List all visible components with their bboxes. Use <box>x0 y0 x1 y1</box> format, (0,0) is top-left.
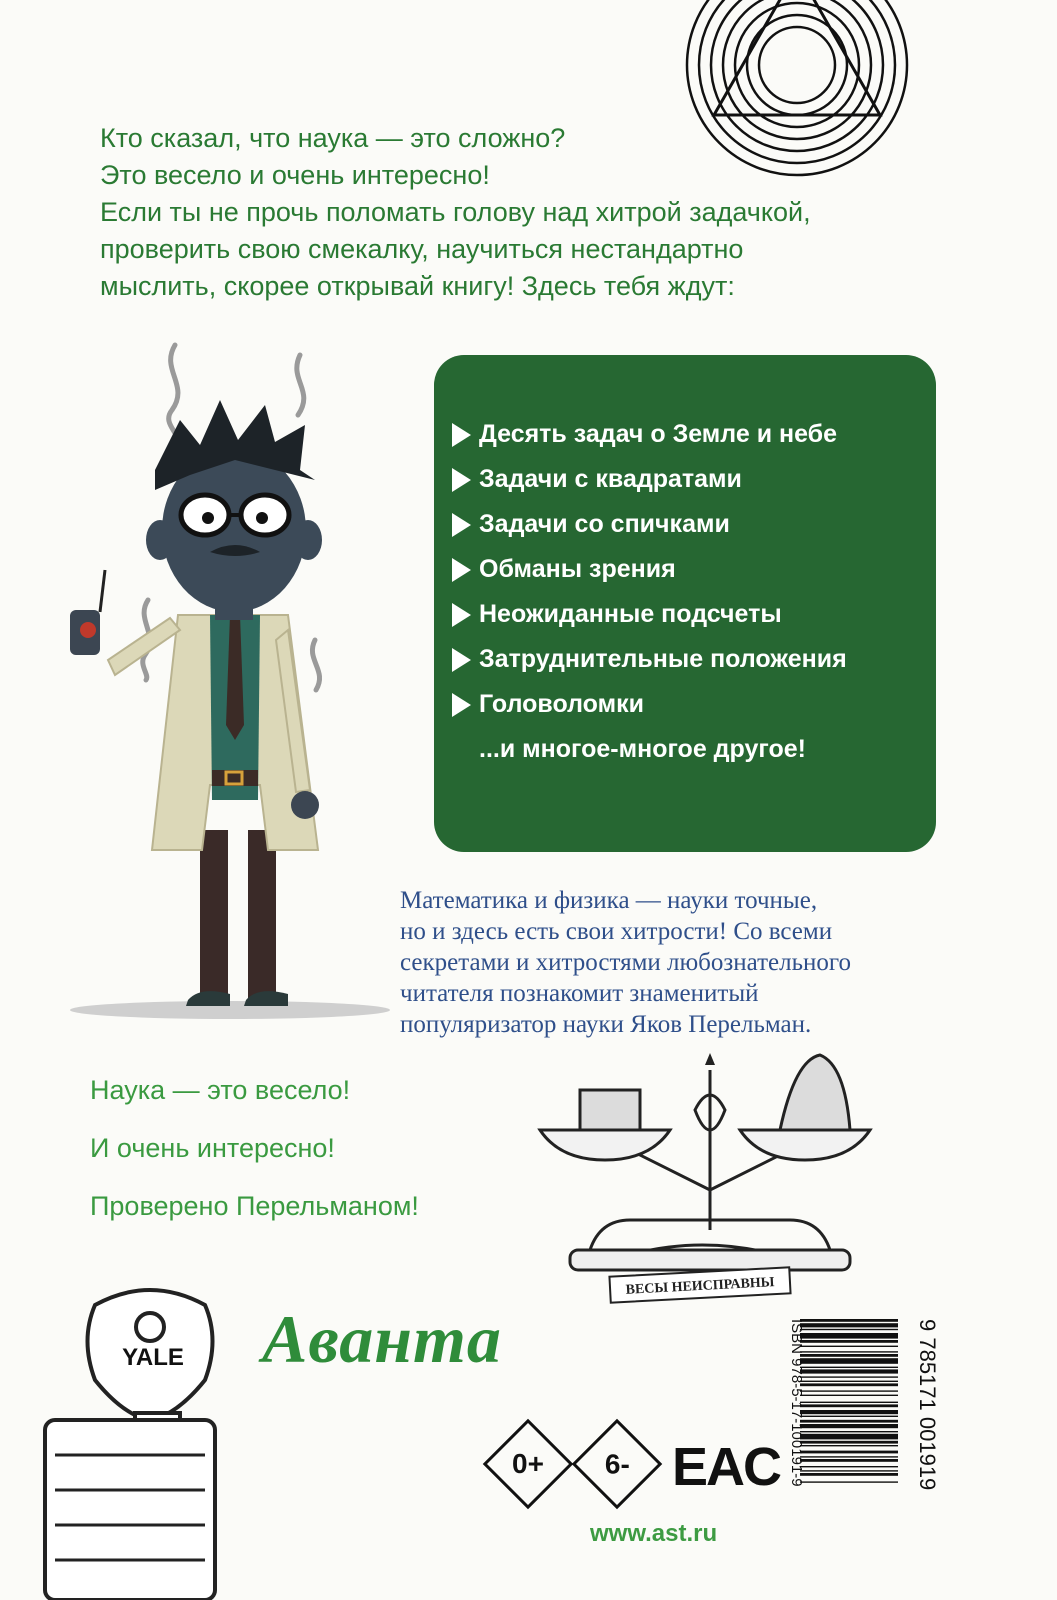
barcode-bar <box>800 1402 898 1403</box>
triangle-bullet-icon <box>452 558 471 582</box>
list-item-label: ...и многое-многое другое! <box>479 735 806 763</box>
barcode-bar <box>800 1420 898 1423</box>
scale-label: ВЕСЫ НЕИСПРАВНЫ <box>625 1275 775 1298</box>
intro-line: Если ты не прочь поломать голову над хитрой задачкой, <box>100 197 811 227</box>
barcode-bar <box>800 1410 898 1414</box>
list-item-label: Задачи с квадратами <box>479 465 742 493</box>
balance-scale-illustration <box>530 1050 890 1300</box>
list-item-label: Задачи со спичками <box>479 510 730 538</box>
intro-line: мыслить, скорее открывай книгу! Здесь тебя ждут: <box>100 271 735 301</box>
age-rating-badge <box>483 1419 574 1510</box>
barcode-bar <box>800 1466 898 1467</box>
list-item <box>452 682 847 727</box>
barcode-bar <box>800 1481 898 1482</box>
intro-text <box>100 120 900 305</box>
description-line: читателя познакомит знаменитый <box>400 980 759 1007</box>
list-item <box>452 547 847 592</box>
barcode-bar <box>800 1369 898 1373</box>
list-item <box>452 637 847 682</box>
list-item-label: Обманы зрения <box>479 555 676 583</box>
isbn-text: ISBN 978-5-17-100191-9 <box>788 1319 805 1487</box>
barcode-bar <box>800 1319 898 1322</box>
barcode-bar <box>800 1383 898 1386</box>
barcode-bar <box>800 1451 898 1454</box>
barcode-digits: 9 785171 001919 <box>915 1319 940 1491</box>
list-item <box>452 412 847 457</box>
age-rating-badge <box>572 1419 663 1510</box>
website-link: www.ast.ru <box>590 1520 718 1547</box>
barcode-bar <box>800 1346 898 1347</box>
list-item <box>452 502 847 547</box>
barcode-bar <box>800 1367 898 1368</box>
scientist-illustration <box>60 330 390 1030</box>
barcode-bar <box>800 1424 898 1428</box>
description-text <box>400 885 960 1040</box>
slogan: Проверено Перельманом! <box>90 1191 419 1221</box>
barcode <box>770 1315 940 1585</box>
barcode-bars <box>800 1319 898 1483</box>
slogan: Наука — это весело! <box>90 1075 351 1105</box>
triangle-bullet-icon <box>452 648 471 672</box>
list-item-label: Головоломки <box>479 690 644 718</box>
triangle-bullet-icon <box>452 603 471 627</box>
barcode-bar <box>800 1431 898 1432</box>
list-item <box>452 592 847 637</box>
barcode-bar <box>800 1404 898 1407</box>
list-item-label: Неожиданные подсчеты <box>479 600 782 628</box>
list-item-label: Затруднительные положения <box>479 645 847 673</box>
age-rating-label: 0+ <box>512 1448 544 1479</box>
description-line: Математика и физика — науки точные, <box>400 887 818 914</box>
publisher-logo: Аванта <box>262 1301 502 1377</box>
topics-list <box>452 412 847 772</box>
barcode-bar <box>800 1459 898 1462</box>
barcode-bar <box>800 1473 898 1476</box>
barcode-bar <box>800 1351 898 1352</box>
list-item <box>452 457 847 502</box>
barcode-bar <box>800 1381 898 1382</box>
barcode-bar <box>800 1395 898 1396</box>
description-line: но и здесь есть свои хитрости! Со всеми <box>400 918 833 945</box>
barcode-bar <box>800 1390 898 1391</box>
description-line: популяризатор науки Яков Перельман. <box>400 1011 812 1038</box>
barcode-bar <box>800 1358 898 1364</box>
intro-line: Это весело и очень интересно! <box>100 160 490 190</box>
barcode-bar <box>800 1376 898 1377</box>
key-lock-illustration <box>35 1285 235 1600</box>
barcode-bar <box>800 1445 898 1446</box>
barcode-bar <box>800 1470 898 1471</box>
description-line: секретами и хитростями любознательного <box>400 949 852 976</box>
barcode-bar <box>800 1323 898 1327</box>
list-item-label: Десять задач о Земле и небе <box>479 420 838 448</box>
barcode-bar <box>800 1329 898 1330</box>
list-item <box>452 727 847 772</box>
key-label: YALE <box>122 1344 184 1371</box>
barcode-bar <box>800 1456 898 1457</box>
triangle-bullet-icon <box>452 693 471 717</box>
barcode-bar <box>800 1441 898 1444</box>
intro-line: Кто сказал, что наука — это сложно? <box>100 123 566 153</box>
eac-mark: EAC <box>672 1437 781 1497</box>
triangle-bullet-icon <box>452 513 471 537</box>
barcode-bar <box>800 1354 898 1357</box>
triangle-bullet-icon <box>452 468 471 492</box>
barcode-bar <box>800 1340 898 1343</box>
barcode-bar <box>800 1416 898 1417</box>
intro-line: проверить свою смекалку, научиться нестандартно <box>100 234 744 264</box>
slogan: И очень интересно! <box>90 1133 335 1163</box>
barcode-bar <box>800 1434 898 1440</box>
age-rating-label: 6- <box>604 1448 630 1479</box>
triangle-bullet-icon <box>452 423 471 447</box>
barcode-bar <box>800 1333 898 1339</box>
